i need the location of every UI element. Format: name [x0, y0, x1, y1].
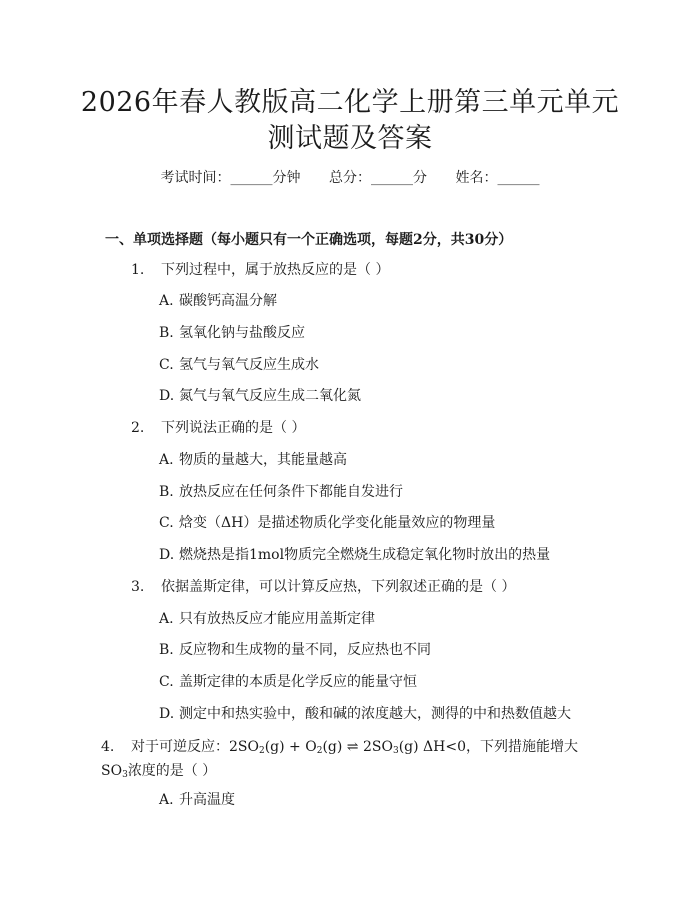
- question-text: 依据盖斯定律，可以计算反应热，下列叙述正确的是（ ）: [161, 579, 516, 595]
- student-name-label: 姓名：______: [455, 170, 540, 186]
- document-title-line-1: 2026年春人教版高二化学上册第三单元单元: [80, 87, 620, 118]
- exam-time-label: 考试时间：______分钟: [160, 170, 301, 186]
- question-1-option-b: [159, 323, 305, 343]
- option-text: 燃烧热是指1mol物质完全燃烧生成稳定氧化物时放出的热量: [179, 547, 551, 563]
- question-2-option-c: [159, 513, 495, 533]
- option-text: 测定中和热实验中，酸和碱的浓度越大，测得的中和热数值越大: [179, 706, 571, 722]
- option-label: B.: [159, 325, 174, 341]
- option-label: C.: [159, 357, 174, 373]
- question-2-option-a: [159, 450, 347, 470]
- option-label: A.: [159, 452, 174, 468]
- formula-part: (g) ⇌ 2SO: [322, 739, 393, 755]
- option-label: B.: [159, 484, 174, 500]
- subscript: 2: [316, 746, 323, 756]
- option-text: 碳酸钙高温分解: [179, 293, 277, 309]
- option-label: B.: [159, 642, 174, 658]
- subscript: 3: [122, 770, 128, 780]
- question-1: [131, 260, 389, 280]
- document-title-line-2: 测试题及答案: [267, 123, 433, 154]
- question-text-suffix: 浓度的是（ ）: [127, 763, 217, 779]
- question-number: 3.: [131, 579, 145, 595]
- formula-part: (g) ΔH<0，下列措施能增大: [398, 739, 578, 755]
- option-text: 反应物和生成物的量不同，反应热也不同: [179, 642, 431, 658]
- question-number: 1.: [131, 262, 145, 278]
- question-number: 2.: [131, 420, 145, 436]
- option-label: A.: [159, 293, 174, 309]
- total-score-label: 总分：______分: [329, 170, 427, 186]
- formula-so2: 2SO: [229, 739, 259, 755]
- question-2: [131, 418, 305, 438]
- option-text: 氢气与氧气反应生成水: [179, 357, 319, 373]
- section-title: 一、单项选择题（每小题只有一个正确选项，每题2分，共30分）: [105, 232, 513, 248]
- question-4: [101, 737, 601, 785]
- question-3-option-d: [159, 704, 571, 724]
- option-text: 物质的量越大，其能量越高: [179, 452, 347, 468]
- question-text: 下列说法正确的是（ ）: [161, 420, 306, 436]
- option-text: 焓变（ΔH）是描述物质化学变化能量效应的物理量: [179, 515, 496, 531]
- question-4-option-a: [159, 790, 235, 810]
- question-3: [131, 577, 515, 597]
- option-label: D.: [159, 706, 175, 722]
- question-text: 下列过程中，属于放热反应的是（ ）: [161, 262, 390, 278]
- exam-meta: [0, 168, 700, 188]
- option-label: C.: [159, 674, 174, 690]
- question-4-line-1: [101, 737, 601, 761]
- question-3-option-c: [159, 672, 417, 692]
- question-1-option-d: [159, 386, 361, 406]
- option-text: 氢氧化钠与盐酸反应: [179, 325, 305, 341]
- question-2-option-b: [159, 482, 403, 502]
- option-text: 放热反应在任何条件下都能自发进行: [179, 484, 403, 500]
- question-1-option-c: [159, 355, 319, 375]
- option-text: 氮气与氧气反应生成二氧化氮: [179, 388, 361, 404]
- question-number: 4.: [101, 739, 115, 755]
- option-label: A.: [159, 611, 174, 627]
- option-text: 升高温度: [179, 792, 235, 808]
- question-3-option-b: [159, 640, 431, 660]
- question-4-line-2: [101, 761, 601, 785]
- subscript: 3: [392, 746, 399, 756]
- question-3-option-a: [159, 609, 375, 629]
- option-label: D.: [159, 388, 175, 404]
- question-text-prefix: 对于可逆反应：: [131, 739, 229, 755]
- option-label: D.: [159, 547, 175, 563]
- question-2-option-d: [159, 545, 550, 565]
- subscript: 2: [258, 746, 265, 756]
- option-text: 盖斯定律的本质是化学反应的能量守恒: [179, 674, 417, 690]
- option-text: 只有放热反应才能应用盖斯定律: [179, 611, 375, 627]
- formula-so3: SO: [101, 763, 123, 779]
- option-label: A.: [159, 792, 174, 808]
- formula-part: (g) + O: [264, 739, 317, 755]
- question-1-option-a: [159, 291, 277, 311]
- option-label: C.: [159, 515, 174, 531]
